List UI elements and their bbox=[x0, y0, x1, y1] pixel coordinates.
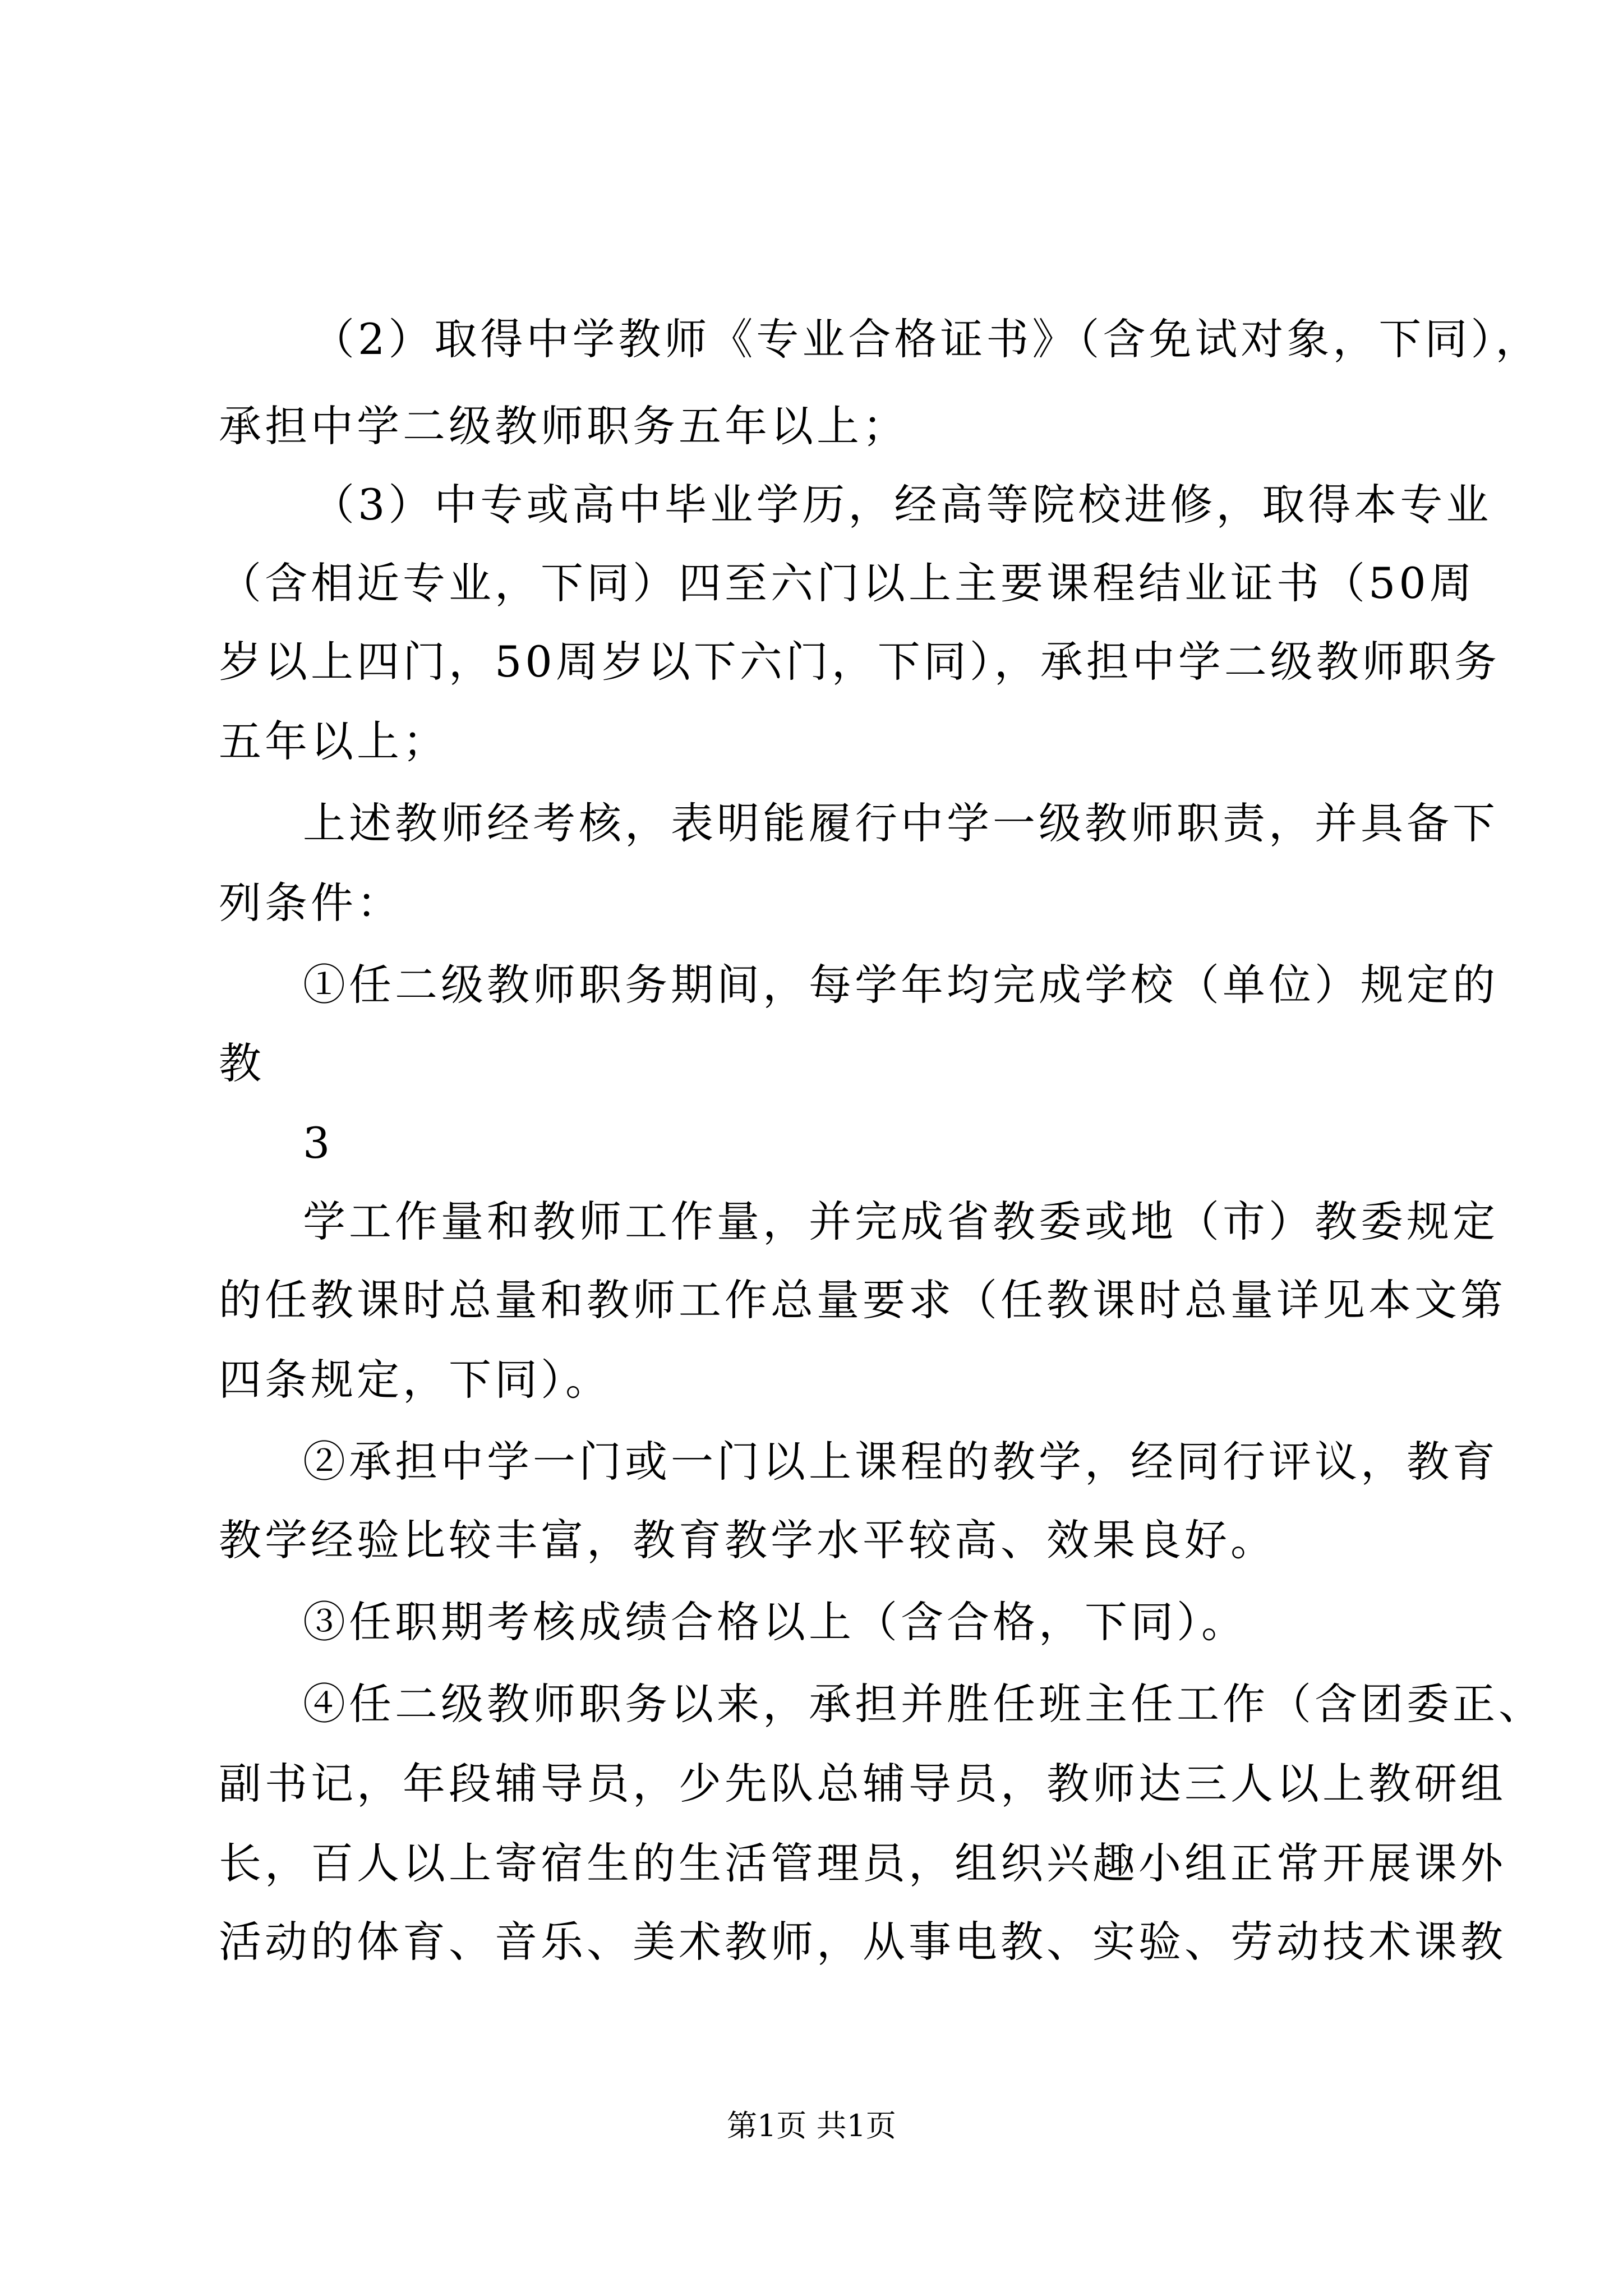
text-line: 五年以上； bbox=[219, 716, 449, 766]
text-line: 教学经验比较丰富，教育教学水平较高、效果良好。 bbox=[219, 1515, 1276, 1565]
text-line: （3）中专或高中毕业学历，经高等院校进修，取得本专业 bbox=[312, 480, 1492, 530]
text-line: ④任二级教师职务以来，承担并胜任班主任工作（含团委正、 bbox=[303, 1679, 1544, 1729]
text-line: 活动的体育、音乐、美术教师，从事电教、实验、劳动技术课教 bbox=[219, 1917, 1506, 1967]
text-line: 长，百人以上寄宿生的生活管理员，组织兴趣小组正常开展课外 bbox=[219, 1838, 1506, 1888]
text-line: 教 bbox=[219, 1038, 265, 1088]
text-line: 列条件： bbox=[219, 878, 403, 928]
text-line: ①任二级教师职务期间，每学年均完成学校（单位）规定的 bbox=[303, 960, 1498, 1010]
text-line: 的任教课时总量和教师工作总量要求（任教课时总量详见本文第 bbox=[219, 1275, 1506, 1325]
page-number-inline: 3 bbox=[303, 1118, 334, 1168]
text-line: （含相近专业，下同）四至六门以上主要课程结业证书（50周 bbox=[219, 558, 1476, 608]
text-line: 副书记，年段辅导员，少先队总辅导员，教师达三人以上教研组 bbox=[219, 1759, 1506, 1809]
text-line: ③任职期考核成绩合格以上（含合格，下同）。 bbox=[303, 1597, 1247, 1647]
page-footer: 第1页 共1页 bbox=[727, 2108, 896, 2143]
text-line: 上述教师经考核，表明能履行中学一级教师职责，并具备下 bbox=[303, 798, 1498, 848]
text-line: 学工作量和教师工作量，并完成省教委或地（市）教委规定 bbox=[303, 1197, 1498, 1246]
text-line: 承担中学二级教师职务五年以上； bbox=[219, 401, 909, 451]
text-line: 岁以上四门，50周岁以下六门，下同），承担中学二级教师职务 bbox=[219, 637, 1500, 687]
text-line: 四条规定，下同）。 bbox=[219, 1355, 611, 1405]
text-line: （2）取得中学教师《专业合格证书》（含免试对象，下同）， bbox=[312, 314, 1542, 364]
text-line: ②承担中学一门或一门以上课程的教学，经同行评议，教育 bbox=[303, 1437, 1498, 1487]
